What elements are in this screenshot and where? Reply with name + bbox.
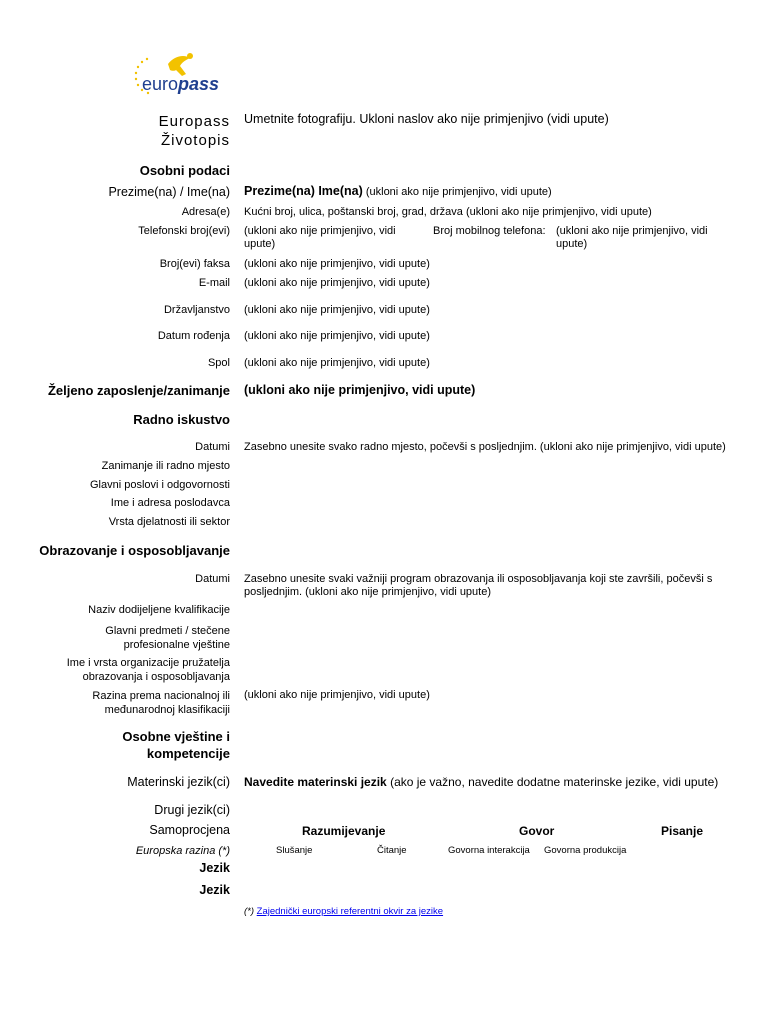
subjects-label — [105, 624, 230, 652]
cefr-link[interactable]: Zajednički europski referentni okvir za jezike — [256, 906, 444, 917]
language-row-2: Jezik — [199, 883, 230, 897]
mother-tongue-bold: Navedite materinski jezik — [244, 775, 387, 789]
title-line-1: Europass — [158, 113, 230, 130]
education-dates-value — [244, 573, 712, 599]
sub-listening: Slušanje — [276, 845, 313, 856]
organisation-label-line-2: obrazovanja i osposobljavanja — [82, 671, 230, 683]
email-label: E-mail — [198, 277, 230, 289]
nationality-value: (ukloni ako nije primjenjivo, vidi upute) — [244, 304, 430, 316]
level-label — [92, 689, 230, 717]
self-assessment-label: Samoprocjena — [149, 823, 230, 837]
employer-label: Ime i adresa poslodavca — [110, 497, 230, 509]
mother-tongue-value — [244, 775, 718, 790]
address-label: Adresa(e) — [181, 206, 230, 218]
education-dates-label: Datumi — [195, 573, 230, 585]
organisation-label-line-1: Ime i vrsta organizacije pružatelja — [66, 657, 230, 669]
mobile-value — [556, 225, 708, 251]
work-dates-label: Datumi — [195, 441, 230, 453]
mobile-value-line-2: upute) — [556, 238, 588, 250]
skills-title-line-1: Osobne vještine i — [122, 729, 230, 744]
desired-occupation-value: (ukloni ako nije primjenjivo, vidi upute) — [244, 383, 476, 397]
mother-tongue-note: (ako je važno, navedite dodatne materinske jezike, vidi upute) — [390, 775, 719, 789]
skills-title-line-2: kompetencije — [146, 746, 230, 761]
phone-value-line-1: (ukloni ako nije primjenjivo, vidi — [244, 225, 396, 237]
fax-label: Broj(evi) faksa — [159, 258, 230, 270]
sub-reading: Čitanje — [377, 845, 407, 856]
footnote-mark: (*) — [244, 906, 255, 917]
desired-occupation-label: Željeno zaposlenje/zanimanje — [47, 383, 230, 398]
phone-label: Telefonski broj(evi) — [138, 225, 230, 237]
europass-logo — [128, 50, 228, 100]
document-title — [159, 112, 230, 150]
footnote — [244, 906, 443, 918]
name-value-bold: Prezime(na) Ime(na) — [244, 184, 363, 198]
col-speaking: Govor — [519, 824, 555, 838]
name-note: (ukloni ako nije primjenjivo, vidi upute) — [365, 186, 552, 198]
logo-prefix: euro — [142, 74, 179, 94]
subjects-label-line-1: Glavni predmeti / stečene — [105, 625, 230, 637]
european-level-label: Europska razina (*) — [135, 845, 230, 857]
subjects-label-line-2: profesionalne vještine — [123, 639, 230, 651]
gender-value: (ukloni ako nije primjenjivo, vidi upute) — [244, 357, 430, 369]
dob-label: Datum rođenja — [157, 330, 230, 342]
col-writing: Pisanje — [661, 824, 704, 838]
occupation-label: Zanimanje ili radno mjesto — [101, 460, 230, 472]
name-label: Prezime(na) / Ime(na) — [108, 185, 230, 199]
col-understanding: Razumijevanje — [302, 824, 386, 838]
sub-interaction: Govorna interakcija — [448, 845, 530, 856]
personal-section-title: Osobni podaci — [139, 163, 230, 178]
work-dates-value: Zasebno unesite svako radno mjesto, počevši s posljednjim. (ukloni ako nije primjenjivo, vidi upute) — [244, 441, 726, 453]
sub-production: Govorna produkcija — [544, 845, 627, 856]
nationality-label: Državljanstvo — [163, 304, 230, 316]
title-line-2: Životopis — [160, 132, 230, 149]
duties-label: Glavni poslovi i odgovornosti — [89, 479, 230, 491]
logo-suffix: pass — [178, 74, 220, 94]
fax-value: (ukloni ako nije primjenjivo, vidi upute) — [244, 258, 430, 270]
gender-label: Spol — [207, 357, 230, 369]
education-dates-line-2: posljednjim. (ukloni ako nije primjenjivo, vidi upute) — [244, 586, 492, 598]
other-languages-label: Drugi jezik(ci) — [154, 803, 230, 817]
qualification-label: Naziv dodijeljene kvalifikacije — [88, 604, 230, 616]
photo-note: Umetnite fotografiju. Ukloni naslov ako nije primjenjivo (vidi upute) — [244, 112, 609, 126]
level-label-line-2: međunarodnoj klasifikaciji — [104, 704, 230, 716]
level-value: (ukloni ako nije primjenjivo, vidi upute) — [244, 689, 430, 701]
sector-label: Vrsta djelatnosti ili sektor — [108, 516, 230, 528]
skills-section-title — [122, 728, 230, 762]
phone-value-line-2: upute) — [244, 238, 276, 250]
address-value: Kućni broj, ulica, poštanski broj, grad, država (ukloni ako nije primjenjivo, vidi upute) — [244, 206, 652, 218]
mother-tongue-label: Materinski jezik(ci) — [127, 775, 230, 789]
work-section-title: Radno iskustvo — [133, 412, 230, 427]
language-row-1: Jezik — [199, 861, 230, 875]
email-value: (ukloni ako nije primjenjivo, vidi upute) — [244, 277, 430, 289]
education-section-title: Obrazovanje i osposobljavanje — [39, 543, 230, 558]
mobile-value-line-1: (ukloni ako nije primjenjivo, vidi — [556, 225, 708, 237]
organisation-label — [67, 656, 230, 684]
name-value — [244, 185, 552, 199]
education-dates-line-1: Zasebno unesite svaki važniji program obrazovanja ili osposobljavanja koji ste završili, počevši s — [244, 573, 713, 585]
dob-value: (ukloni ako nije primjenjivo, vidi upute) — [244, 330, 430, 342]
mobile-label: Broj mobilnog telefona: — [433, 225, 546, 237]
phone-value — [244, 225, 396, 251]
level-label-line-1: Razina prema nacionalnoj ili — [92, 690, 230, 702]
